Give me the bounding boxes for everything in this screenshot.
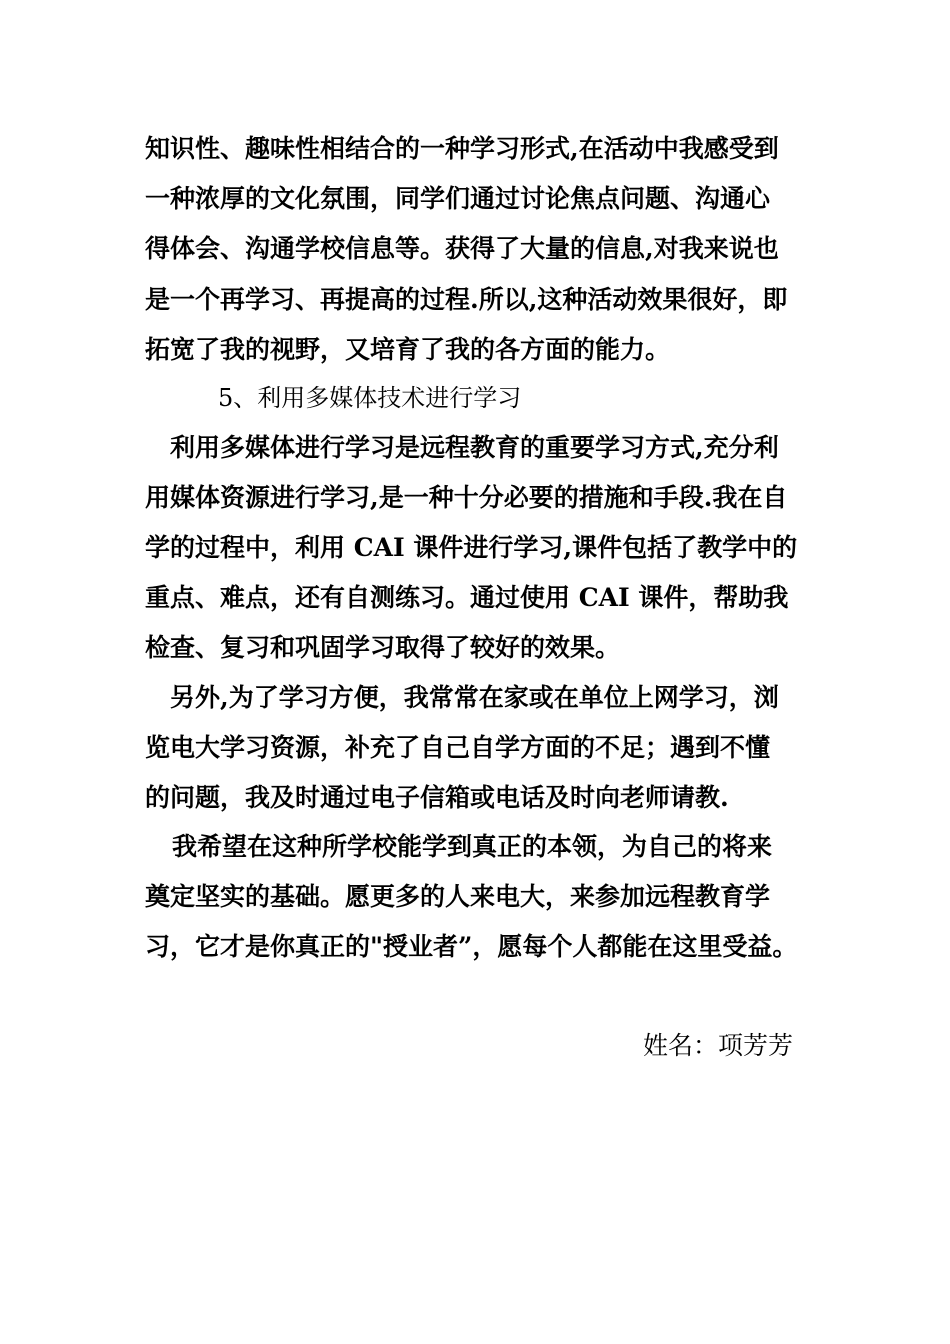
paragraph-line: 学的过程中，利用 CAI 课件进行学习,课件包括了教学中的 — [145, 533, 798, 562]
paragraph-line: 拓宽了我的视野，又培育了我的各方面的能力。 — [145, 335, 671, 364]
paragraph-line: 利用多媒体进行学习是远程教育的重要学习方式,充分利 — [170, 433, 779, 462]
paragraph-line: 得体会、沟通学校信息等。获得了大量的信息,对我来说也 — [145, 234, 779, 263]
paragraph-line: 另外,为了学习方便，我常常在家或在单位上网学习，浏 — [170, 683, 779, 712]
paragraph-line: 是一个再学习、再提高的过程.所以,这种活动效果很好，即 — [145, 285, 788, 314]
paragraph-line: 我希望在这种所学校能学到真正的本领，为自己的将来 — [172, 832, 773, 861]
paragraph-line: 的问题，我及时通过电子信箱或电话及时向老师请教. — [145, 783, 729, 812]
signature-name: 姓名：项芳芳 — [643, 1031, 794, 1060]
section-heading: 5、利用多媒体技术进行学习 — [218, 384, 522, 412]
paragraph-line: 知识性、趣味性相结合的一种学习形式,在活动中我感受到 — [145, 134, 779, 163]
paragraph-line: 重点、难点，还有自测练习。通过使用 CAI 课件，帮助我 — [145, 583, 789, 612]
paragraph-line: 用媒体资源进行学习,是一种十分必要的措施和手段.我在自 — [145, 483, 788, 512]
paragraph-line: 奠定坚实的基础。愿更多的人来电大，来参加远程教育学 — [145, 882, 771, 911]
paragraph-line: 检查、复习和巩固学习取得了较好的效果。 — [145, 633, 621, 662]
paragraph-line: 习，它才是你真正的"授业者”，愿每个人都能在这里受益。 — [145, 932, 798, 961]
paragraph-line: 览电大学习资源，补充了自己自学方面的不足；遇到不懂 — [145, 733, 771, 762]
paragraph-line: 一种浓厚的文化氛围，同学们通过讨论焦点问题、沟通心 — [145, 184, 771, 213]
